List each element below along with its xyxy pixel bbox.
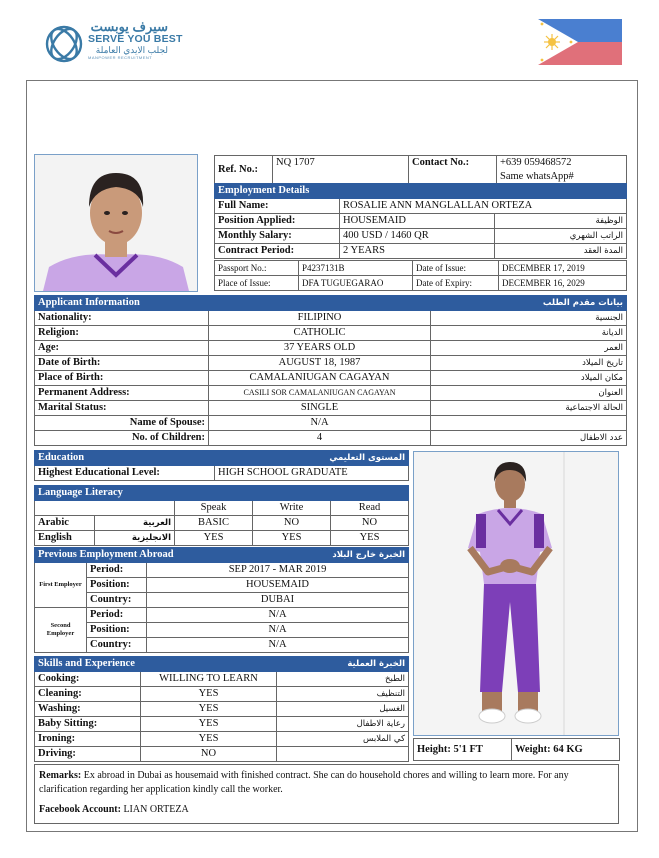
fullname-label: Full Name: — [215, 199, 340, 214]
position-ar: الوظيفة — [495, 214, 627, 229]
facebook-value: LIAN ORTEZA — [123, 804, 189, 815]
dob-ar: تاريخ الميلاد — [431, 356, 627, 371]
facebook-label: Facebook Account: — [39, 804, 121, 815]
fullname-value: ROSALIE ANN MANGLALLAN ORTEZA — [340, 199, 627, 214]
washing-value: YES — [141, 702, 277, 717]
country-value-2: N/A — [147, 638, 409, 653]
second-employer-label: Second Employer — [35, 608, 87, 653]
height-label: Height: — [417, 743, 451, 755]
period-label-2: Period: — [87, 608, 147, 623]
driving-ar — [277, 747, 409, 762]
cleaning-label: Cleaning: — [35, 687, 141, 702]
contract-value: 2 YEARS — [340, 244, 495, 259]
contact-label: Contact No.: — [409, 156, 497, 185]
babysitting-label: Baby Sitting: — [35, 717, 141, 732]
marital-ar: الحالة الاجتماعية — [431, 401, 627, 416]
issue-date-value: DECEMBER 17, 2019 — [499, 261, 627, 276]
employment-table — [214, 183, 627, 259]
weight-label: Weight: — [515, 743, 551, 755]
full-body-photo — [413, 451, 619, 736]
age-value: 37 YEARS OLD — [209, 341, 431, 356]
passport-table — [214, 260, 627, 291]
nationality-ar: الجنسية — [431, 311, 627, 326]
religion-value: CATHOLIC — [209, 326, 431, 341]
children-value: 4 — [209, 431, 431, 446]
age-label: Age: — [35, 341, 209, 356]
arabic-label: Arabic — [35, 516, 95, 531]
children-label: No. of Children: — [35, 431, 209, 446]
remarks-text: Ex abroad in Dubai as housemaid with finished contract. She can do household chores and willing to learn more. For any clarification regarding her application kindly call the worker. — [39, 770, 569, 795]
contract-label: Contract Period: — [215, 244, 340, 259]
skills-table — [34, 656, 409, 762]
age-ar: العمر — [431, 341, 627, 356]
logo-arabic: سيرف يوبست — [90, 19, 168, 34]
previous-employment-table — [34, 547, 409, 653]
nationality-label: Nationality: — [35, 311, 209, 326]
arabic-ar: العربية — [95, 516, 175, 531]
expiry-label: Date of Expiry: — [413, 276, 499, 291]
dob-label: Date of Birth: — [35, 356, 209, 371]
weight-value: 64 KG — [553, 743, 583, 755]
cleaning-value: YES — [141, 687, 277, 702]
spouse-value: N/A — [209, 416, 431, 431]
cooking-label: Cooking: — [35, 672, 141, 687]
country-label-2: Country: — [87, 638, 147, 653]
read-header: Read — [331, 501, 409, 516]
babysitting-value: YES — [141, 717, 277, 732]
write-header: Write — [253, 501, 331, 516]
ref-value: NQ 1707 — [273, 156, 409, 185]
contact-note: Same whatsApp# — [500, 171, 574, 182]
nationality-value: FILIPINO — [209, 311, 431, 326]
salary-label: Monthly Salary: — [215, 229, 340, 244]
cleaning-ar: التنظيف — [277, 687, 409, 702]
period-value-2: N/A — [147, 608, 409, 623]
speak-header: Speak — [175, 501, 253, 516]
address-value: CASILI SOR CAMALANIUGAN CAGAYAN — [209, 386, 431, 401]
spouse-ar — [431, 416, 627, 431]
address-label: Permanent Address: — [35, 386, 209, 401]
dob-value: AUGUST 18, 1987 — [209, 356, 431, 371]
remarks-paragraph — [39, 769, 614, 797]
remarks-label: Remarks: — [39, 770, 82, 781]
headshot-photo — [34, 154, 198, 292]
remarks-box — [34, 764, 619, 824]
address-ar: العنوان — [431, 386, 627, 401]
ref-label: Ref. No.: — [215, 156, 273, 185]
english-speak: YES — [175, 531, 253, 546]
position-label: Position Applied: — [215, 214, 340, 229]
cooking-value: WILLING TO LEARN — [141, 672, 277, 687]
spouse-label: Name of Spouse: — [35, 416, 209, 431]
logo-sub: MANPOWER RECRUITMENT — [88, 54, 153, 60]
applicant-header: Applicant Information — [35, 296, 431, 311]
language-table — [34, 485, 409, 546]
washing-ar: الغسيل — [277, 702, 409, 717]
salary-value: 400 USD / 1460 QR — [340, 229, 495, 244]
place-value: DFA TUGUEGARAO — [299, 276, 413, 291]
weight-cell — [512, 739, 620, 761]
country-value-1: DUBAI — [147, 593, 409, 608]
arabic-read: NO — [331, 516, 409, 531]
position-value: HOUSEMAID — [340, 214, 495, 229]
english-read: YES — [331, 531, 409, 546]
religion-label: Religion: — [35, 326, 209, 341]
passport-value: P4237131B — [299, 261, 413, 276]
passport-label: Passport No.: — [215, 261, 299, 276]
washing-label: Washing: — [35, 702, 141, 717]
first-employer-label: First Employer — [35, 563, 87, 608]
applicant-table — [34, 295, 627, 446]
skills-header: Skills and Experience — [35, 657, 277, 672]
position-label-1: Position: — [87, 578, 147, 593]
height-value: 5'1 FT — [453, 743, 483, 755]
driving-value: NO — [141, 747, 277, 762]
applicant-header-ar: بيانات مقدم الطلب — [431, 296, 627, 311]
skills-header-ar: الخبرة العملية — [277, 657, 409, 672]
logo-arabic-sub: لجلب الايدي العاملة — [95, 44, 168, 55]
ironing-ar: كي الملابس — [277, 732, 409, 747]
period-value-1: SEP 2017 - MAR 2019 — [147, 563, 409, 578]
driving-label: Driving: — [35, 747, 141, 762]
issue-date-label: Date of Issue: — [413, 261, 499, 276]
pob-label: Place of Birth: — [35, 371, 209, 386]
ironing-label: Ironing: — [35, 732, 141, 747]
marital-value: SINGLE — [209, 401, 431, 416]
philippines-flag-icon — [538, 19, 622, 65]
previous-header: Previous Employment Abroad — [35, 548, 147, 563]
education-label: Highest Educational Level: — [35, 466, 215, 481]
ironing-value: YES — [141, 732, 277, 747]
height-cell — [414, 739, 512, 761]
reference-table — [214, 155, 627, 185]
babysitting-ar: رعاية الاطفال — [277, 717, 409, 732]
arabic-speak: BASIC — [175, 516, 253, 531]
education-header: Education — [35, 451, 215, 466]
position-value-1: HOUSEMAID — [147, 578, 409, 593]
salary-ar: الراتب الشهري — [495, 229, 627, 244]
expiry-value: DECEMBER 16, 2029 — [499, 276, 627, 291]
language-header: Language Literacy — [35, 486, 409, 501]
position-value-2: N/A — [147, 623, 409, 638]
employment-header: Employment Details — [215, 184, 627, 199]
children-ar: عدد الاطفال — [431, 431, 627, 446]
body-table — [413, 738, 620, 761]
marital-label: Marital Status: — [35, 401, 209, 416]
logo-english: SERVE YOU BEST — [88, 33, 183, 46]
position-label-2: Position: — [87, 623, 147, 638]
contact-cell — [497, 156, 627, 185]
arabic-write: NO — [253, 516, 331, 531]
english-label: English — [35, 531, 95, 546]
religion-ar: الديانة — [431, 326, 627, 341]
education-value: HIGH SCHOOL GRADUATE — [215, 466, 409, 481]
education-header-ar: المستوى التعليمي — [215, 451, 409, 466]
facebook-line — [39, 803, 614, 817]
period-label-1: Period: — [87, 563, 147, 578]
contract-ar: المدة العقد — [495, 244, 627, 259]
contact-value: +639 059468572 — [500, 157, 572, 168]
previous-header-ar: الخبرة خارج البلاد — [147, 548, 409, 563]
education-table — [34, 450, 409, 481]
english-ar: الانجليزية — [95, 531, 175, 546]
cooking-ar: الطبخ — [277, 672, 409, 687]
logo-text — [88, 20, 183, 60]
english-write: YES — [253, 531, 331, 546]
country-label-1: Country: — [87, 593, 147, 608]
pob-value: CAMALANIUGAN CAGAYAN — [209, 371, 431, 386]
pob-ar: مكان الميلاد — [431, 371, 627, 386]
place-label: Place of Issue: — [215, 276, 299, 291]
